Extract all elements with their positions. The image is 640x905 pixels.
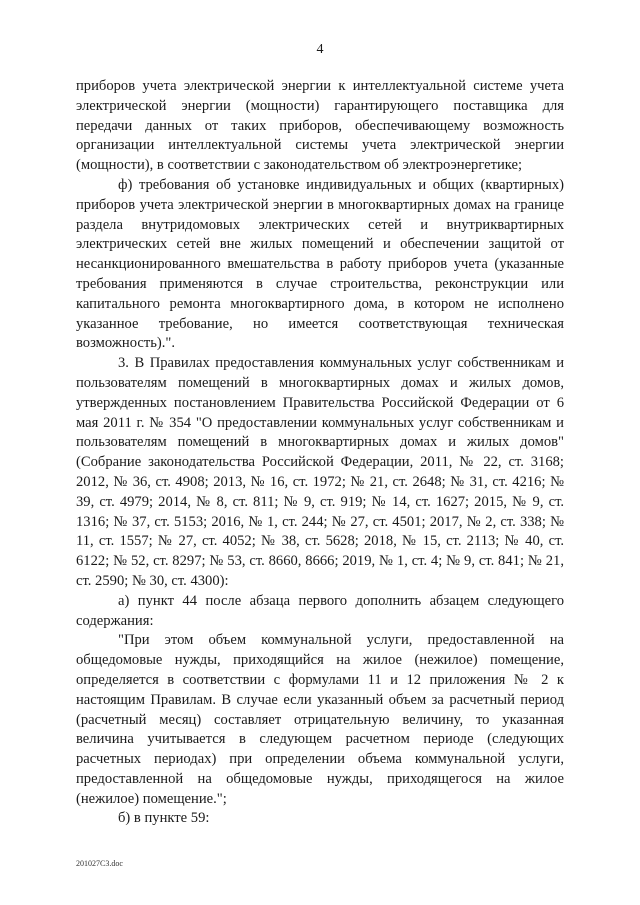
page-number: 4 [316, 42, 324, 57]
paragraph-point-3: 3. В Правилах предоставления коммунальных услуг собственникам и пользователям помещений в многоквартирных домах и жилых домов, утвержденных постановлением Правительства Российской Федерации от 6 мая 2011 г. № 354 "О предоставлении коммунальных услуг собственникам и пользователям помещений в многоквартирных домах и жилых домов" (Собрание законодательства Российской Федерации, 2011, № 22, ст. 3168; 2012, № 36, ст. 4908; 2013, № 16, ст. 1972; № 21, ст. 2648; № 31, ст. 4216; № 39, ст. 4979; 2014, № 8, ст. 811; № 9, ст. 919; № 14, ст. 1627; 2015, № 9, ст. 1316; № 37, ст. 5153; 2016, № 1, ст. 244; № 27, ст. 4501; 2017, № 2, ст. 338; № 11, ст. 1557; № 27, ст. 4052; № 38, ст. 5628; 2018, № 15, ст. 2113; № 40, ст. 6122; № 52, ст. 8297; № 53, ст. 8660, 8666; 2019, № 1, ст. 4; № 9, ст. 841; № 21, ст. 2590; № 30, ст. 4300): [76, 355, 564, 589]
paragraph-subpoint-f: ф) требования об установке индивидуальных и общих (квартирных) приборов учета электрической энергии в многоквартирных домах на границе раздела внутридомовых электрических сетей и внутриквартирных электрических сетей вне жилых помещений и обеспечении защитой от несанкционированного вмешательства в работу приборов учета (указанные требования применяются в случае строительства, реконструкции или капитального ремонта многоквартирного дома, в котором не исполнено указанное требование, но имеется соответствующая техническая возможность).". [76, 176, 564, 352]
paragraph-subpoint-b: б) в пункте 59: [118, 810, 210, 827]
document-body [76, 77, 564, 829]
paragraph-subpoint-a: а) пункт 44 после абзаца первого дополнить абзацем следующего содержания: [76, 592, 564, 629]
paragraph-quoted-insert: "При этом объем коммунальной услуги, предоставленной на общедомовые нужды, приходящийся на жилое (нежилое) помещение, определяется в соответствии с формулами 11 и 12 приложения № 2 к настоящим Правилам. В случае если указанный объем за расчетный период (расчетный месяц) составляет отрицательную величину, то указанная величина учитывается в следующем расчетном периоде (следующих расчетных периодах) при определении объема коммунальной услуги, предоставленной на общедомовые нужды, приходящегося на жилое (нежилое) помещение."; [76, 632, 564, 807]
file-name-footer: 201027C3.doc [76, 859, 123, 868]
paragraph-continuation: приборов учета электрической энергии к интеллектуальной системе учета электрической энергии (мощности) гарантирующего поставщика для передачи данных от таких приборов, обеспечивающему возможность организации интеллектуальной системы учета электрической энергии (мощности), в соответствии с законодательством об электроэнергетике; [76, 78, 564, 174]
